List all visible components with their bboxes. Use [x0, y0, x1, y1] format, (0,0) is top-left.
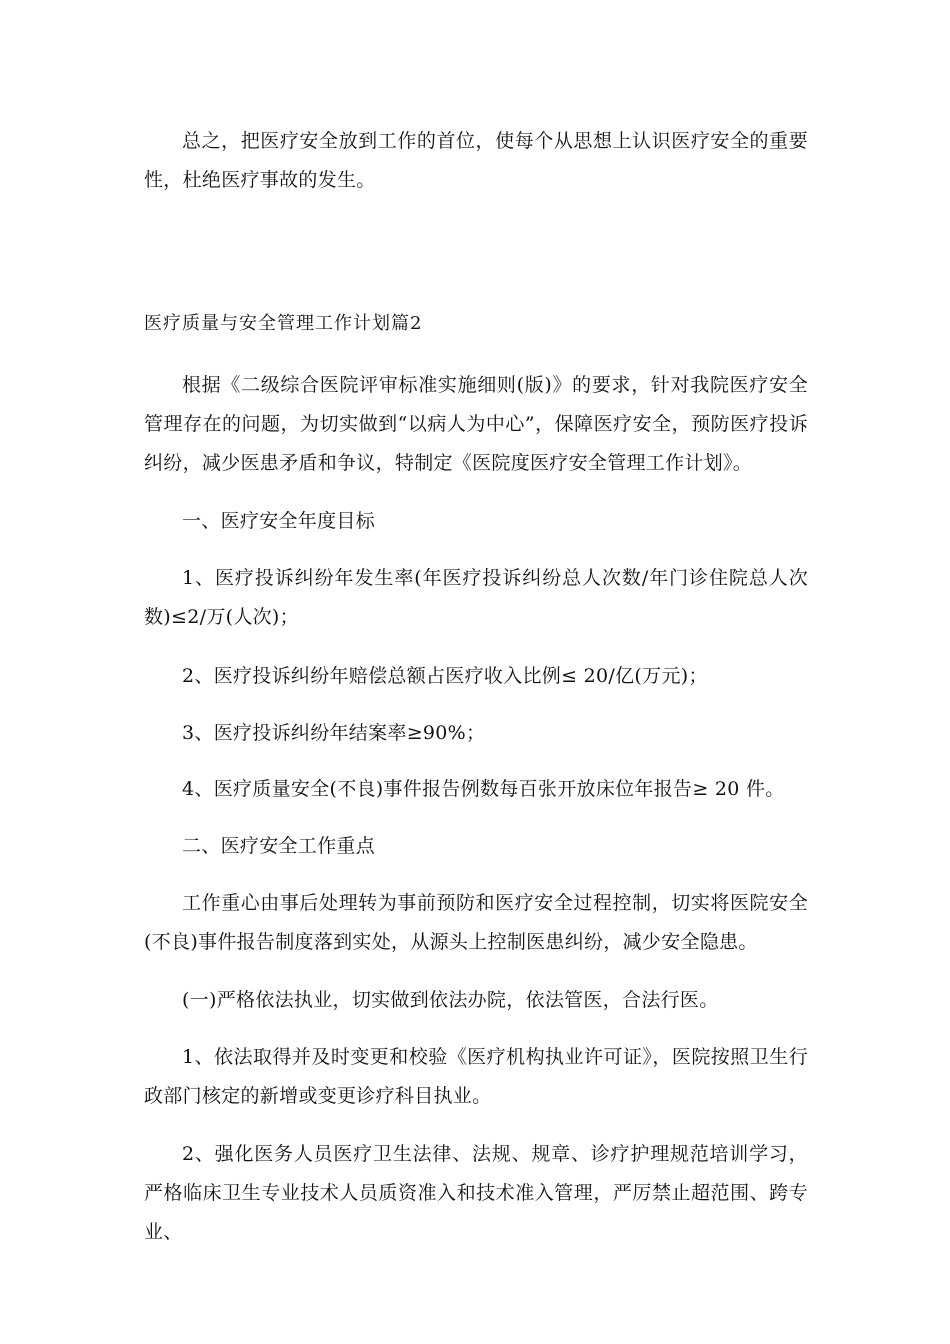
goal-item-3: 3、医疗投诉纠纷年结案率≥90%； [182, 722, 486, 744]
intro-paragraph: 总之，把医疗安全放到工作的首位，使每个从思想上认识医疗安全的重要性，杜绝医疗事故的发生。 [144, 130, 808, 191]
section-title: 医疗质量与安全管理工作计划篇2 [144, 313, 423, 334]
goal-item-4: 4、医疗质量安全(不良)事件报告例数每百张开放床位年报告≥ 20 件。 [182, 778, 785, 800]
practice-item-1: 1、依法取得并及时变更和校验《医疗机构执业许可证》，医院按照卫生行政部门核定的新增或变更诊疗科目执业。 [144, 1046, 808, 1107]
paragraph-preface: 根据《二级综合医院评审标准实施细则(版)》的要求，针对我院医疗安全管理存在的问题，为切实做到“以病人为中心”，保障医疗安全，预防医疗投诉纠纷，减少医患矛盾和争议，特制定《医院度医疗安全管理工作计划》。 [144, 374, 808, 474]
heading-annual-goals: 一、医疗安全年度目标 [182, 510, 376, 532]
heading-work-focus: 二、医疗安全工作重点 [182, 835, 376, 857]
paragraph-work-focus: 工作重心由事后处理转为事前预防和医疗安全过程控制，切实将医院安全(不良)事件报告制度落到实处，从源头上控制医患纠纷，减少安全隐患。 [144, 892, 808, 953]
goal-item-2: 2、医疗投诉纠纷年赔偿总额占医疗收入比例≤ 20/亿(万元)； [182, 665, 708, 687]
subheading-lawful-practice: (一)严格依法执业，切实做到依法办院，依法管医，合法行医。 [182, 989, 719, 1011]
goal-item-1: 1、医疗投诉纠纷年发生率(年医疗投诉纠纷总人次数/年门诊住院总人次数)≤2/万(人次)； [144, 567, 808, 628]
practice-item-2: 2、强化医务人员医疗卫生法律、法规、规章、诊疗护理规范培训学习，严格临床卫生专业技术人员质资准入和技术准入管理，严厉禁止超范围、跨专业、 [144, 1143, 808, 1243]
